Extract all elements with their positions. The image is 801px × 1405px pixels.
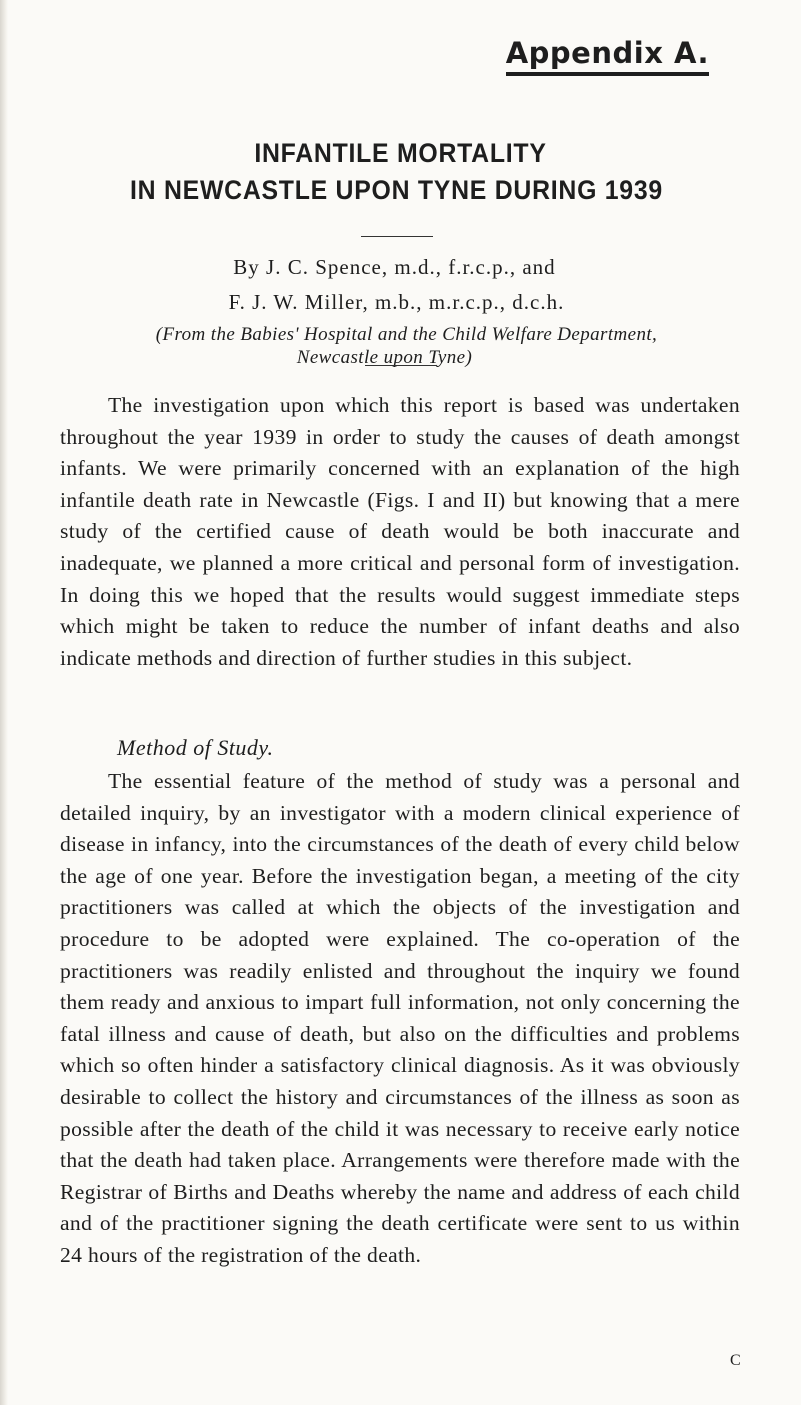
method-paragraph: The essential feature of the method of study was a personal and detailed inquiry, by an investigator with a modern clinical experience of disease in infancy, into the circumstances of the death of every child below the age of one year. Before the investigation began, a meeting of the city practitioners was called at which the objects of the investigation and procedure to be adopted were explained. The co-operation of the practitioners was readily enlisted and throughout the inquiry we found them ready and anxious to impart full information, not only concerning the fatal illness and cause of death, but also on the difficulties and problems which so often hinder a satisfactory clinical diagnosis. As it was obviously desirable to collect the history and circumstances of the illness as soon as possible after the death of the child it was necessary to receive early notice that the death had taken place. Arrangements were therefore made with the Registrar of Births and Deaths whereby the name and address of each child and of the practitioner signing the death certificate were sent to us within 24 hours of the registration of the death. <box>60 769 740 1267</box>
title-line-2: IN NEWCASTLE UPON TYNE DURING 1939 <box>130 175 663 205</box>
page-left-edge-shadow <box>0 0 8 1405</box>
affiliation-line-1: (From the Babies' Hospital and the Child Welfare Department, <box>155 324 658 345</box>
author-line-2: F. J. W. Miller, m.b., m.r.c.p., d.c.h. <box>228 290 565 314</box>
affiliation-line-2: Newcastle upon Tyne) <box>296 347 473 368</box>
appendix-label <box>0 36 801 76</box>
appendix-label-text: Appendix A. <box>506 36 709 76</box>
intro-paragraph: The investigation upon which this report is based was undertaken throughout the year 1939 in order to study the causes of death amongst infants. We were primarily concerned with an explanation of the high infantile death rate in Newcastle (Figs. I and II) but knowing that a mere study of the certified cause of death would be both inaccurate and inadequate, we planned a more critical and personal form of investigation. In doing this we hoped that the results would suggest immediate steps which might be taken to reduce the number of infant deaths and also indicate methods and direction of further studies in this subject. <box>60 393 740 670</box>
section-heading: Method of Study. <box>117 735 274 760</box>
page-signature: C <box>730 1352 742 1369</box>
divider-rule-bottom <box>365 365 437 366</box>
author-line-1: By J. C. Spence, m.d., f.r.c.p., and <box>233 255 556 279</box>
title-line-1: INFANTILE MORTALITY <box>254 138 547 168</box>
divider-rule-top <box>361 236 433 237</box>
